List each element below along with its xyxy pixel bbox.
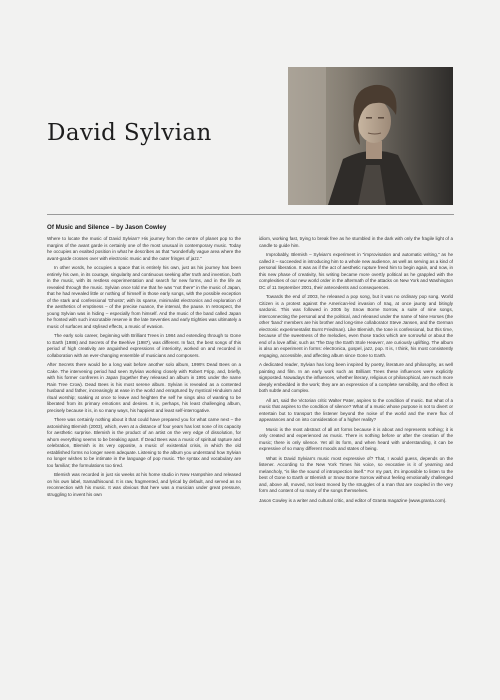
paragraph: There was certainly nothing about it that could have prepared you for what came next – the astonishing Blemish (2003), which, even at a distance of four years has lost none of its capacity for aesthetic surprise. Blemish is the product of an artist on the very edge of dissolution, for whom everything seems to be breaking apart. If Dead Bees was a music of spiritual rapture and celebration, Blemish is its very opposite, a music of existential crisis, in which the old established forms no longer seem adequate. Listening to the album you understand how Sylvian no longer wishes to be intimate in the language of pop music. The syntax and vocabulary are too familiar; the formulations too tired. — [47, 417, 241, 468]
divider — [47, 214, 454, 215]
paragraph: In other words, he occupies a space that is entirely his own, just as his journey has been entirely his own, in its courage, singularity and continuous seeking after truth and invention, both in the music, with its restless experimentation and search for new forms, and in the life as revealed through the music. Sylvian once told me that he was "not there" in the music of Japan, that he had revealed little or nothing of himself in those early songs, with the possible exception of the stark and confessional 'Ghosts'; with its sparse, minimalist electronics and exploration of the aesthetics of emptiness – of the precise nuance, the interval, the pause. In retrospect, the young Sylvian was in hiding – especially from himself. And the music of the band called Japan he fronted with such inscrutable reserve in the late Seventies and early Eighties was ultimately a music of surfaces and stylised effects, a music of evasion. — [47, 265, 241, 329]
paragraph: The early solo career, beginning with Brilliant Trees in 1984 and extending through to Gone to Earth (1986) and Secrets of the Beehive (1987), was different. In fact, the best songs of this period of high creativity are anguished expressions of interiority, worked on and recorded in collaboration with an ever-changing ensemble of musicians and composers. — [47, 333, 241, 358]
portrait-photo — [288, 67, 453, 205]
paragraph: Improbably, Blemish – Sylvian's experiment in "improvisation and automatic writing," as he called it – succeeded in introducing him to a whole new audience, as well as serving as a kind of personal liberation. It was as if the act of aesthetic rupture freed him to begin again, and now, in this new phase of creativity, his writing became more overtly political as he grappled with the complexities of our new world order in the aftermath of the attacks on New York and Washington DC of 11 September 2001, their antecedents and consequences. — [259, 252, 453, 290]
portrait-illustration — [288, 67, 453, 205]
paragraph: Music is the most abstract of all art forms because it is about and represents nothing; it is only created and experienced as music. There is nothing before or after the creation of the music; there is only silence. Yet all its form, and when heard with understanding, it can be expressive of so many different moods and states of being. — [259, 426, 453, 451]
paragraph: A dedicated reader, Sylvian has long been inspired by poetry, literature and philosophy, as well painting and film. In an early work such as Brilliant Trees these influences were explicitly signposted. Nowadays the influences, whether literary, religious or philosophical, are much more deeply embedded in the work; they are an expression of a complete sensibility, and the effect is both subtle and complex. — [259, 362, 453, 393]
paragraph: What is David Sylvian's music most expressive of? That, I would guess, depends on the listener. According to the New York Times his voice, so evocative is it of yearning and melancholy, "is like the sound of introspection itself." For my part, it's impossible to listen to the best of Gone to Earth or Blemish or Snow Borne Sorrow without feeling emotionally challenged and, above all, moved, not least moved by the struggles of a man that are coupled in the very form and content of so many of the songs themselves. — [259, 455, 453, 493]
paragraph: Where to locate the music of David Sylvian? His journey from the centre of planet pop to the margins of the avant garde is certainly one of the most unusual in contemporary music. Today he occupies an exalted position in what he describes as that "wonderfully vague area where the avant-garde crosses over with electronic music and the outer fringes of jazz." — [47, 236, 241, 261]
article-column-right — [259, 236, 453, 680]
page-title: David Sylvian — [47, 120, 212, 146]
paragraph: After Secrets there would be a long wait before another solo album, 1999's Dead Bees on a Cake. The intervening period had seen Sylvian working closely with Robert Fripp, and, briefly, with his former confreres in Japan (together they released an album in 1991 under the name Rain Tree Crow). Dead Bees is his most serene album. Sylvian is revealed as a contented husband and father, increasingly at ease in the world and enraptured by mystical Hinduism and ritual worship; soaking at once to leave and heighten the self he sings also of wanting to be liberated from its primary emotions and desires. It is, perhaps, his least challenging album, precisely because it is, in so many ways, his happiest and least self-interrogative. — [47, 362, 241, 413]
article-column-left — [47, 236, 241, 680]
paragraph: Towards the end of 2003, he released a pop song, but it was no ordinary pop song. World Citizen is a protest against the American-led invasion of Iraq, at once jaunty and bitingly sardonic. This was followed in 2005 by Snow Borne Sorrow, a suite of nine songs, interconnecting the personal and the political, and released under the name of Nine Horses (the other 'band' members are his brother and long-time collaborator Steve Jansen, and the German electronic experimentalist Burnt Friedman). Like Blemish, the tone is confessional, but this time, because of the sweetness of the melodies, even those tracks which are sorrowful or about the end of a love affair, such as 'The Day the Earth Stole Heaven', are curiously uplifting. The album is also an experiment in forms: electronica, gospel, jazz, pop. It is, I think, his most consistently engaging, accessible, and affecting album since Gone to Earth. — [259, 294, 453, 358]
paragraph: All art, said the Victorian critic Walter Pater, aspires to the condition of music. But what of a music that aspires to the condition of silence? What of a music whose purpose is not to divert or entertain but to transport the listener beyond the noise of the world and the mere flux of appearances and on into consideration of a higher reality? — [259, 397, 453, 422]
author-note: Jason Cowley is a writer and cultural critic, and editor of Granta magazine (www.granta.com). — [259, 497, 447, 503]
article-byline: Of Music and Silence – by Jason Cowley — [47, 224, 167, 231]
paragraph: Blemish was recorded in just six weeks at his home studio in New Hampshire and released on his own label, Samadhisound. It is raw, fragmented, and lyrical by default, and served as no reconnection with his music. It was obvious that here was a musician under great pressure, struggling to invent his own — [47, 472, 241, 497]
paragraph: idiom, working fast, trying to break free as he stumbled in the dark with only the fragile light of a candle to guide him. — [259, 236, 453, 248]
